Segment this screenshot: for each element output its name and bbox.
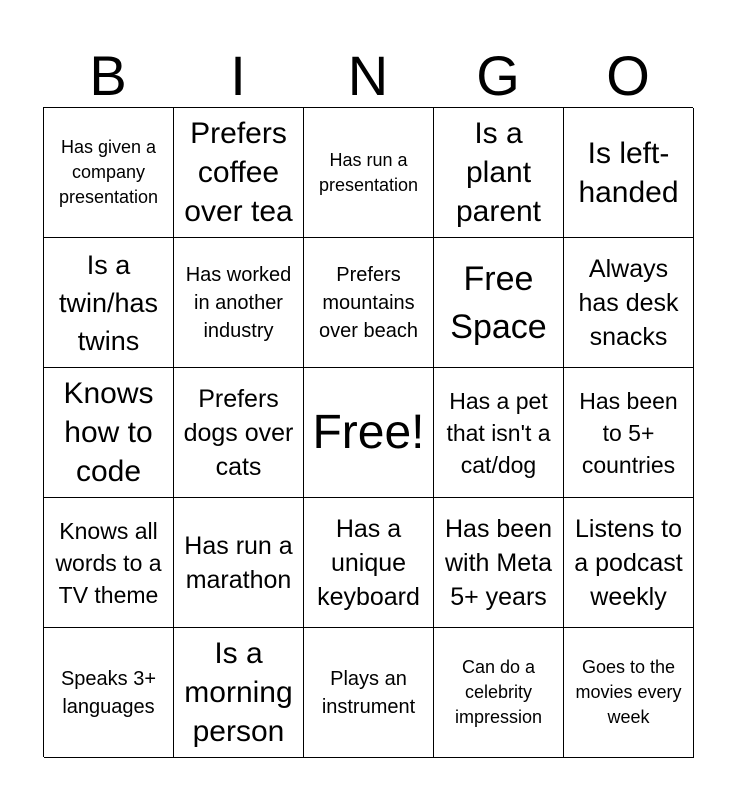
bingo-cell[interactable] [304,238,434,368]
cell-text: Knows how to code [63,377,154,488]
header-letter-g: G [476,44,520,107]
cell-text: Is a plant parent [455,117,542,228]
bingo-cell[interactable] [564,628,694,758]
cell-text: Has run a marathon [184,531,293,594]
bingo-cell[interactable] [434,498,564,628]
bingo-cell[interactable] [564,498,694,628]
header-letter-o: O [606,44,650,107]
cell-text: Plays an instrument [321,667,416,718]
bingo-cell[interactable] [304,628,434,758]
header-letter-b: B [89,44,127,107]
bingo-cell[interactable] [434,628,564,758]
bingo-cell[interactable] [174,368,304,498]
cell-text: Free Space [450,259,547,346]
bingo-cell[interactable] [174,628,304,758]
cell-text: Has a unique keyboard [317,514,420,611]
bingo-cell[interactable] [564,238,694,368]
cell-text: Prefers coffee over tea [184,117,293,228]
bingo-cell[interactable] [44,368,174,498]
bingo-cell[interactable] [434,368,564,498]
cell-text: Has a pet that isn't a cat/dog [446,387,551,478]
cell-text: Speaks 3+ languages [60,667,157,718]
cell-text: Has worked in another industry [185,263,292,342]
bingo-cell[interactable] [434,108,564,238]
cell-text: Always has desk snacks [578,254,679,351]
cell-text: Is a morning person [184,637,293,748]
cell-text: Has run a presentation [318,149,419,195]
cell-text: Is left-handed [578,136,679,209]
bingo-cell[interactable] [174,238,304,368]
bingo-cell[interactable] [44,498,174,628]
cell-text: Has been with Meta 5+ years [444,514,553,611]
bingo-cell[interactable] [44,238,174,368]
cell-text: Can do a celebrity impression [454,657,543,727]
bingo-cell[interactable] [434,238,564,368]
bingo-cell[interactable] [174,108,304,238]
cell-text: Is a twin/has twins [58,249,159,356]
bingo-cell[interactable] [44,628,174,758]
bingo-cell-free[interactable] [304,368,434,498]
cell-text: Prefers dogs over cats [183,384,294,481]
free-cell-text: Free! [312,405,425,459]
bingo-cell[interactable] [304,108,434,238]
bingo-cell[interactable] [564,368,694,498]
cell-text: Goes to the movies every week [575,657,682,727]
bingo-grid [43,107,693,757]
header-letter-n: N [347,44,389,107]
bingo-cell[interactable] [44,108,174,238]
cell-text: Listens to a podcast weekly [574,514,683,611]
bingo-cell[interactable] [564,108,694,238]
cell-text: Knows all words to a TV theme [55,517,162,608]
cell-text: Has been to 5+ countries [579,387,678,478]
bingo-cell[interactable] [304,498,434,628]
cell-text: Prefers mountains over beach [319,263,418,342]
bingo-cell[interactable] [174,498,304,628]
cell-text: Has given a company presentation [58,137,159,207]
header-letter-i: I [230,44,246,107]
bingo-header [43,44,693,108]
